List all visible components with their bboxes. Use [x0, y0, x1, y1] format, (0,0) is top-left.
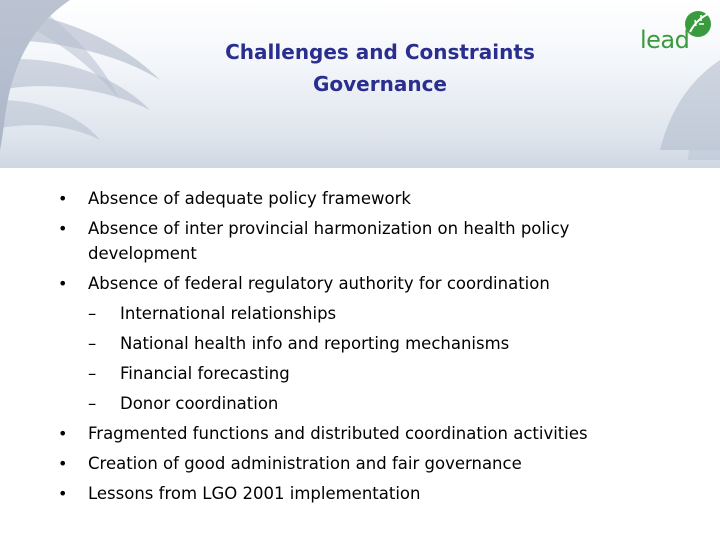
sub-bullet-list [88, 301, 628, 416]
bullet-item [0, 216, 628, 266]
bullet-text: Absence of inter provincial harmonization on health policy development [88, 219, 570, 263]
sub-bullet-item: – National health info and reporting mechanisms [88, 331, 628, 356]
sub-bullet-item: – International relationships [88, 301, 628, 326]
bullet-item [0, 421, 628, 446]
lead-logo [638, 6, 718, 56]
bullet-text: Creation of good administration and fair governance [88, 454, 522, 473]
slide-body [0, 186, 720, 511]
bullet-text: Lessons from LGO 2001 implementation [88, 484, 421, 503]
bullet-item [0, 451, 628, 476]
slide-title-line-2: Governance [312, 72, 447, 96]
bullet-text: Fragmented functions and distributed coordination activities [88, 424, 588, 443]
bullet-text: Absence of federal regulatory authority for coordination [88, 274, 550, 293]
bullet-text: Absence of adequate policy framework [88, 189, 411, 208]
slide-header [0, 0, 720, 168]
bullet-item [0, 186, 628, 211]
bullet-item [0, 481, 628, 506]
bullet-item [0, 271, 628, 416]
slide-title-line-1: Challenges and Constraints [225, 40, 535, 64]
slide-title [170, 36, 590, 100]
bullet-list [0, 186, 720, 506]
logo-text: lead [640, 26, 690, 54]
sub-bullet-item: – Donor coordination [88, 391, 628, 416]
sub-bullet-item: – Financial forecasting [88, 361, 628, 386]
